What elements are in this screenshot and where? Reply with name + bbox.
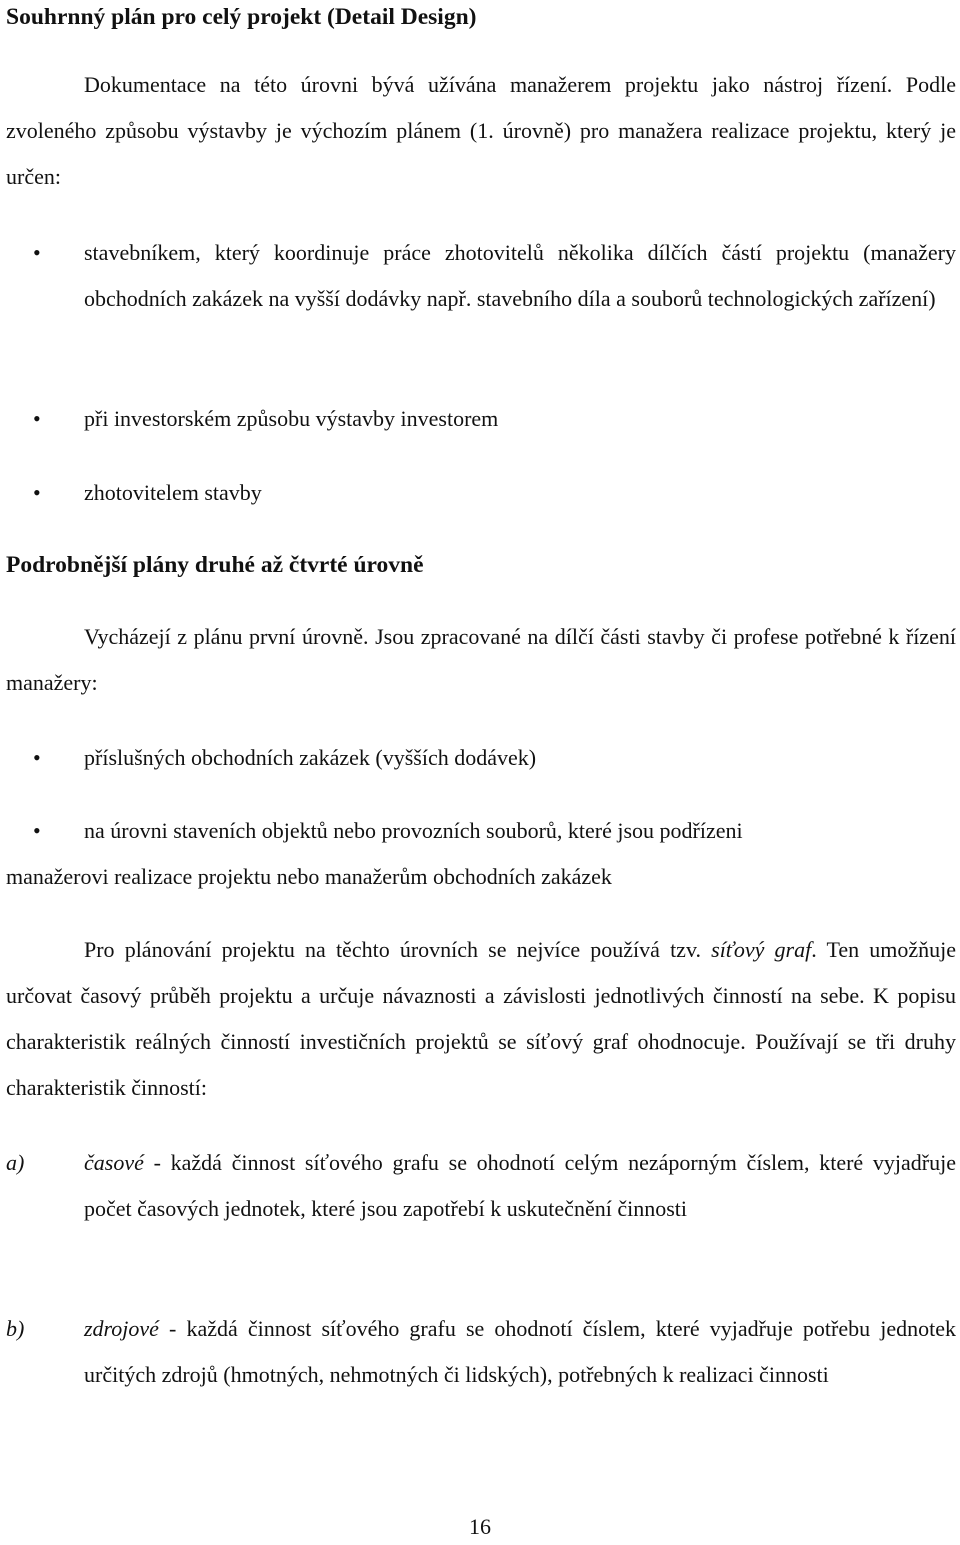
lettered-item-a-description: - každá činnost síťového grafu se ohodnotí celým nezáporným číslem, které vyjadřuje počet časových jednotek, které jsou zapotřebí k uskutečnění činnosti bbox=[84, 1150, 956, 1221]
bullet-icon: • bbox=[33, 406, 41, 431]
bullet-item-5-continuation: manažerovi realizace projektu nebo manažerům obchodních zakázek bbox=[6, 864, 612, 889]
paragraph-intro-text: Dokumentace na této úrovni bývá užívána manažerem projektu jako nástroj řízení. Podle zvoleného způsobu výstavby je výchozím plánem (1. úrovně) pro manažera realizace projektu, který je určen: bbox=[6, 72, 956, 189]
lettered-item-b-term: zdrojové bbox=[84, 1316, 159, 1341]
bullet-item-4 bbox=[0, 735, 956, 781]
lettered-item-a bbox=[0, 1140, 956, 1232]
bullet-item-3-text: zhotovitelem stavby bbox=[84, 480, 262, 505]
bullet-item-4-text: příslušných obchodních zakázek (vyšších dodávek) bbox=[84, 745, 537, 770]
paragraph-network-graph-text-2: . Ten umožňuje určovat časový průběh projektu a určuje návaznosti a závislosti jednotlivých činností na sebe. K popisu charakteristik reálných činností investičních projektů se síťový graf ohodnocuje. Používají se tři druhy charakteristik činností: bbox=[6, 937, 957, 1100]
paragraph-detail-plans bbox=[6, 614, 956, 706]
lettered-item-b-description: - každá činnost síťového grafu se ohodnotí číslem, které vyjadřuje potřebu jednotek určitých zdrojů (hmotných, nehmotných či lidských), potřebných k realizaci činnosti bbox=[84, 1316, 956, 1387]
bullet-icon: • bbox=[33, 818, 41, 843]
bullet-item-1-text: stavebníkem, který koordinuje práce zhotovitelů několika dílčích částí projektu (manažery obchodních zakázek na vyšší dodávky např. stavebního díla a souborů technologických zařízení) bbox=[84, 240, 956, 311]
lettered-item-a-term: časové bbox=[84, 1150, 144, 1175]
bullet-item-3 bbox=[0, 470, 956, 516]
lettered-item-b bbox=[0, 1306, 956, 1398]
bullet-icon: • bbox=[33, 240, 41, 265]
paragraph-network-graph-term: síťový graf bbox=[711, 937, 812, 962]
lettered-item-b-marker: b) bbox=[6, 1316, 25, 1341]
page-number: 16 bbox=[469, 1514, 491, 1539]
lettered-item-a-marker: a) bbox=[6, 1150, 25, 1175]
bullet-item-5-text: na úrovni staveních objektů nebo provozních souborů, které jsou podřízeni bbox=[84, 818, 743, 843]
bullet-item-5 bbox=[0, 808, 956, 900]
bullet-item-1 bbox=[0, 230, 956, 322]
paragraph-intro bbox=[6, 62, 956, 200]
paragraph-detail-plans-text: Vycházejí z plánu první úrovně. Jsou zpracované na dílčí části stavby či profese potřebné k řízení manažery: bbox=[6, 624, 956, 695]
paragraph-network-graph bbox=[6, 927, 956, 1111]
bullet-item-2-text: při investorském způsobu výstavby investorem bbox=[84, 406, 499, 431]
section-heading-detail-plans: Podrobnější plány druhé až čtvrté úrovně bbox=[6, 552, 424, 578]
paragraph-network-graph-text-1: Pro plánování projektu na těchto úrovních se nejvíce používá tzv. bbox=[84, 937, 712, 962]
lettered-item-b-text bbox=[84, 1306, 956, 1398]
section-heading-detail-design: Souhrnný plán pro celý projekt (Detail Design) bbox=[6, 4, 477, 30]
bullet-item-2 bbox=[0, 396, 956, 442]
lettered-item-a-text bbox=[84, 1140, 956, 1232]
bullet-icon: • bbox=[33, 480, 41, 505]
bullet-icon: • bbox=[33, 745, 41, 770]
